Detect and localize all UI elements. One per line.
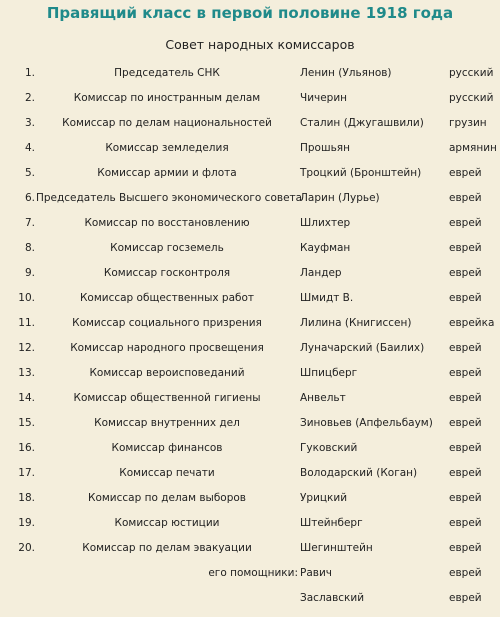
post-cell: Комиссар по иностранным делам: [73, 92, 261, 104]
row-number: 17.: [18, 467, 35, 479]
nationality-cell: еврей: [449, 167, 482, 179]
nationality-cell: еврейка: [449, 317, 495, 329]
nationality-cell: грузин: [449, 117, 487, 129]
row-number: 9.: [24, 267, 35, 279]
row-number: 14.: [18, 392, 35, 404]
name-cell: Ленин (Ульянов): [300, 67, 392, 79]
nationality-cell: еврей: [449, 567, 482, 579]
nationality-cell: еврей: [449, 417, 482, 429]
post-cell: Комиссар финансов: [111, 442, 223, 454]
row-number: 3.: [24, 117, 35, 129]
nationality-cell: еврей: [449, 542, 482, 554]
table-row: [0, 111, 500, 136]
nationality-cell: еврей: [449, 267, 482, 279]
table-row: [0, 361, 500, 386]
row-number: 15.: [18, 417, 35, 429]
post-cell: Комиссар по делам национальностей: [62, 117, 272, 129]
nationality-cell: еврей: [449, 442, 482, 454]
post-cell: Комиссар госземель: [110, 242, 224, 254]
table-row: [0, 186, 500, 211]
nationality-cell: еврей: [449, 367, 482, 379]
post-cell: Комиссар общественных работ: [79, 292, 255, 304]
name-cell: Луначарский (Баилих): [300, 342, 425, 354]
name-cell: Ландер: [300, 267, 342, 279]
name-cell: Ларин (Лурье): [300, 192, 380, 204]
nationality-cell: русский: [449, 67, 494, 79]
name-cell: Урицкий: [300, 492, 348, 504]
table-row: [0, 136, 500, 161]
nationality-cell: еврей: [449, 292, 482, 304]
name-cell: Лилина (Книгиссен): [300, 317, 412, 329]
name-cell: Шмидт В.: [300, 292, 354, 304]
name-cell: Штейнберг: [300, 517, 363, 529]
post-cell: Комиссар социального призрения: [72, 317, 262, 329]
row-number: 10.: [18, 292, 35, 304]
table-row: [0, 436, 500, 461]
table-row: [0, 61, 500, 86]
nationality-cell: еврей: [449, 192, 482, 204]
table-row: [0, 511, 500, 536]
post-cell: Комиссар по восстановлению: [84, 217, 250, 229]
table-row: [0, 411, 500, 436]
post-cell: Председатель Высшего экономического совета: [36, 192, 303, 204]
name-cell: Равич: [300, 567, 332, 579]
nationality-cell: русский: [449, 92, 494, 104]
nationality-cell: еврей: [449, 392, 482, 404]
page-subtitle: Совет народных комиссаров: [165, 37, 355, 52]
commissars-table: [0, 61, 500, 611]
nationality-cell: еврей: [449, 592, 482, 604]
name-cell: Володарский (Коган): [300, 467, 418, 479]
row-number: 6.: [24, 192, 35, 204]
table-row: [0, 461, 500, 486]
row-number: 8.: [24, 242, 35, 254]
post-cell: Комиссар армии и флота: [97, 167, 237, 179]
row-number: 7.: [24, 217, 35, 229]
name-cell: Кауфман: [300, 242, 351, 254]
table-row: [0, 311, 500, 336]
post-cell: Комиссар по делам эвакуации: [82, 542, 252, 554]
name-cell: Гуковский: [300, 442, 358, 454]
table-row: [0, 261, 500, 286]
nationality-cell: еврей: [449, 217, 482, 229]
table-row: [0, 536, 500, 561]
row-number: 19.: [18, 517, 35, 529]
post-cell: Комиссар народного просвещения: [70, 342, 264, 354]
row-number: 16.: [18, 442, 35, 454]
row-number: 2.: [24, 92, 35, 104]
name-cell: Шпицберг: [300, 367, 358, 379]
nationality-cell: еврей: [449, 467, 482, 479]
post-cell: Комиссар вероисповеданий: [89, 367, 245, 379]
row-number: 11.: [18, 317, 35, 329]
post-cell: его помощники:: [208, 567, 298, 579]
row-number: 12.: [18, 342, 35, 354]
table-row: [0, 86, 500, 111]
nationality-cell: еврей: [449, 242, 482, 254]
table-row: [0, 586, 500, 611]
name-cell: Анвельт: [300, 392, 346, 404]
name-cell: Троцкий (Бронштейн): [300, 167, 422, 179]
table-row: [0, 286, 500, 311]
table-row: [0, 161, 500, 186]
nationality-cell: еврей: [449, 492, 482, 504]
row-number: 5.: [24, 167, 35, 179]
row-number: 20.: [18, 542, 35, 554]
name-cell: Заславский: [300, 592, 365, 604]
post-cell: Председатель СНК: [114, 67, 220, 79]
post-cell: Комиссар внутренних дел: [94, 417, 240, 429]
post-cell: Комиссар общественной гигиены: [73, 392, 261, 404]
name-cell: Шегинштейн: [300, 542, 373, 554]
table-row: [0, 386, 500, 411]
page-title: Правящий класс в первой половине 1918 года: [46, 4, 454, 22]
row-number: 1.: [24, 67, 35, 79]
post-cell: Комиссар госконтроля: [103, 267, 231, 279]
name-cell: Сталин (Джугашвили): [300, 117, 424, 129]
table-row: [0, 211, 500, 236]
nationality-cell: еврей: [449, 342, 482, 354]
post-cell: Комиссар печати: [119, 467, 215, 479]
nationality-cell: еврей: [449, 517, 482, 529]
post-cell: Комиссар по делам выборов: [87, 492, 246, 504]
name-cell: Зиновьев (Апфельбаум): [300, 417, 433, 429]
table-row: [0, 336, 500, 361]
name-cell: Чичерин: [300, 92, 348, 104]
post-cell: Комиссар юстиции: [114, 517, 220, 529]
name-cell: Шлихтер: [300, 217, 351, 229]
table-row: [0, 236, 500, 261]
table-row: [0, 561, 500, 586]
table-row: [0, 486, 500, 511]
row-number: 4.: [24, 142, 35, 154]
row-number: 13.: [18, 367, 35, 379]
nationality-cell: армянин: [449, 142, 497, 154]
name-cell: Прошьян: [300, 142, 350, 154]
row-number: 18.: [18, 492, 35, 504]
post-cell: Комиссар земледелия: [105, 142, 229, 154]
